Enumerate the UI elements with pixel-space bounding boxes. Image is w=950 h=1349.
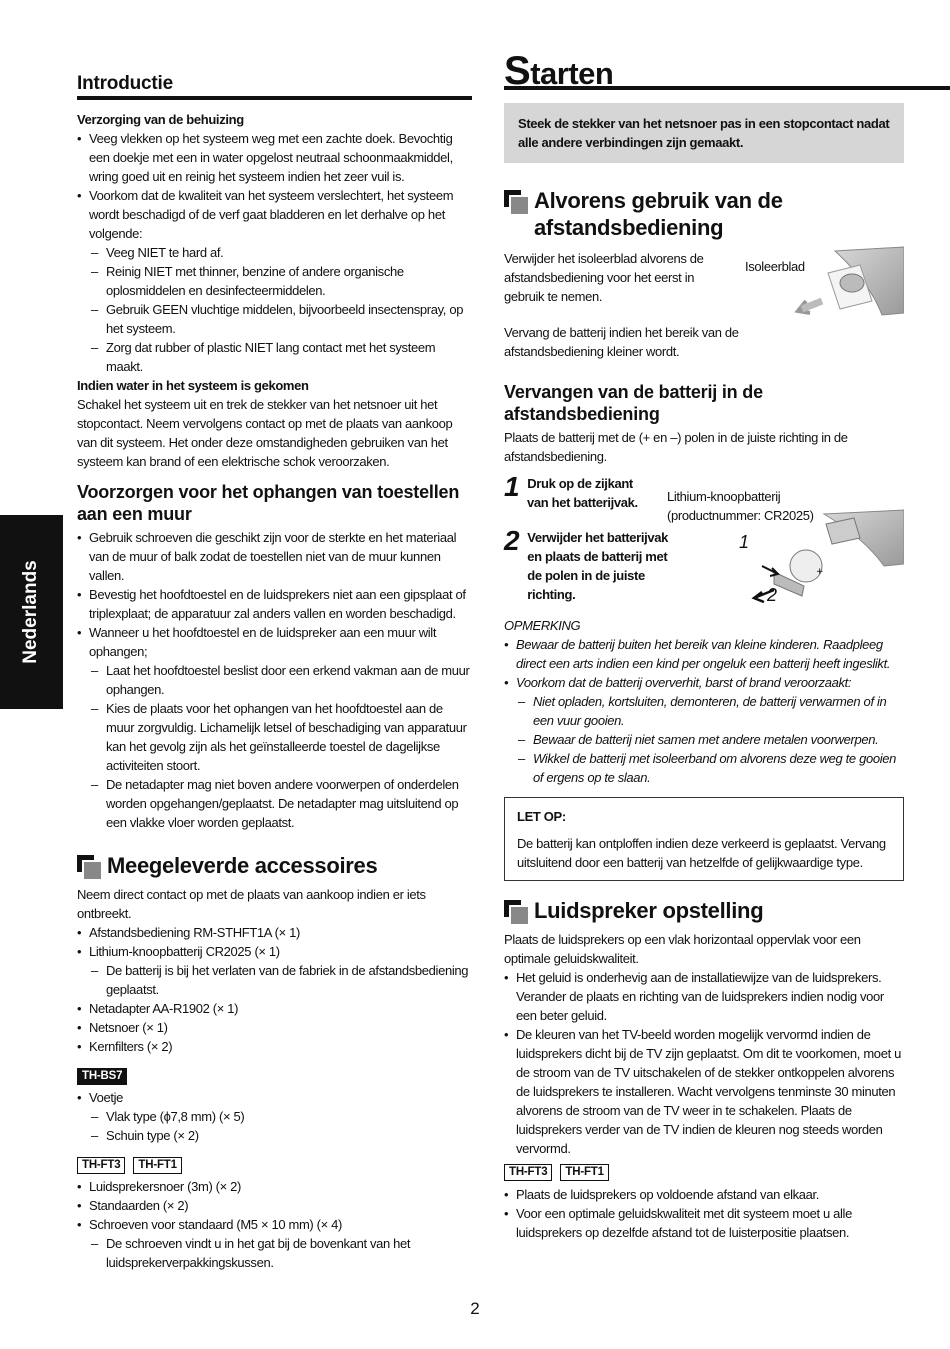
list-item: • Schroeven voor standaard (M5 × 10 mm) (× 4) [77, 1215, 472, 1234]
list-item: – De netadapter mag niet boven andere voorwerpen of onderdelen worden opgehangen/geplaatst. De netadapter mag uitsluitend op een vlakke vloer worden geplaatst. [77, 775, 472, 832]
step-text: Druk op de zijkant [527, 476, 633, 491]
speaker-list [504, 968, 904, 1158]
model-badge: TH-FT3 [504, 1164, 552, 1181]
svg-text:+: + [816, 567, 824, 577]
model-badge: TH-FT1 [560, 1164, 608, 1181]
section-square-icon [504, 900, 526, 922]
list-item: • Voetje [77, 1088, 472, 1107]
page-number: 2 [470, 1299, 480, 1318]
list-item: – Laat het hoofdtoestel beslist door een erkend vakman aan de muur ophangen. [77, 661, 472, 699]
ft-list [77, 1177, 472, 1234]
note-heading: OPMERKING [504, 618, 581, 633]
list-item: • Bevestig het hoofdtoestel en de luidsprekers niet aan een gipsplaat of triplexplaat; de apparatuur zal anders vallen en worden beschadigd. [77, 585, 472, 623]
list-item: • Plaats de luidsprekers op voldoende afstand van elkaar. [504, 1185, 904, 1204]
list-item: – Bewaar de batterij niet samen met andere metalen voorwerpen. [504, 730, 904, 749]
step-text: Verwijder het batterijvak en plaats de batterij met de polen in de juiste richting. [527, 530, 669, 602]
battery-figure [734, 508, 904, 612]
title-initial: S [504, 49, 531, 93]
remote-block [504, 249, 904, 323]
battery-text: Plaats de batterij met de (+ en –) polen in de juiste richting in de afstandsbediening. [504, 430, 848, 464]
remote-title: Alvorens gebruik van de afstandsbediening [534, 188, 783, 240]
list-item: – Zorg dat rubber of plastic NIET lang contact met het systeem maakt. [77, 338, 472, 376]
title-rest: tarten [530, 56, 614, 91]
language-tab [0, 515, 63, 709]
starten-heading [504, 49, 950, 93]
note-list [504, 635, 904, 692]
language-label: Nederlands [20, 560, 41, 664]
list-item: • Lithium-knoopbatterij CR2025 (× 1) [77, 942, 472, 961]
notice-box: Steek de stekker van het netsnoer pas in een stopcontact nadat alle andere verbindingen zijn gemaakt. [504, 103, 904, 163]
care-heading: Verzorging van de behuizing [77, 112, 244, 127]
intro-heading: Introductie [77, 74, 472, 100]
ft-sublist [77, 1234, 472, 1272]
hang-sublist [77, 661, 472, 832]
battery-heading: Vervangen van de batterij in de afstandsbediening [504, 382, 763, 424]
list-item: • Voor een optimale geluidskwaliteit met dit systeem moet u alle luidsprekers op dezelfde afstand tot de luisterpositie plaatsen. [504, 1204, 904, 1242]
list-item: • Afstandsbediening RM-STHFT1A (× 1) [77, 923, 472, 942]
list-item: • De kleuren van het TV-beeld worden mogelijk vervormd indien de luidsprekers dicht bij de TV zijn geplaatst. Om dit te voorkomen, moet u de stroom van de TV uitschakelen of de stekker ontkoppelen alvorens de luidsprekers te installeren. Wacht vervolgens tenminste 30 minuten alvorens de stroom van de TV weer in te schakelen. Plaats de luidsprekers verder van de TV indien de kleuren nog steeds worden vervormd. [504, 1025, 904, 1158]
caution-title: LET OP: [517, 809, 566, 824]
step-1-cont: van het batterijvak. [527, 495, 638, 510]
accessories-list [77, 923, 472, 961]
list-item: – Vlak type (ϕ7,8 mm) (× 5) [77, 1107, 472, 1126]
bs7-sublist [77, 1107, 472, 1145]
list-item: • Voorkom dat de batterij oververhit, barst of brand veroorzaakt: [504, 673, 904, 692]
caution-box [504, 797, 904, 881]
step-number: 2 [504, 525, 520, 556]
remote-heading [504, 187, 904, 241]
model-row-ft [77, 1154, 472, 1174]
water-text: Schakel het systeem uit en trek de stekker van het netsnoer uit het stopcontact. Neem vervolgens contact op met de plaats van aankoop van dit systeem. Het onder deze omstandigheden gebruiken van het systeem kan brand of een elektrische schok veroorzaken. [77, 397, 453, 469]
list-item: • Bewaar de batterij buiten het bereik van kleine kinderen. Raadpleeg direct een arts indien een kind per ongeluk een batterij heeft ingeslikt. [504, 635, 904, 673]
battery-label: Lithium-knoopbatterij (productnummer: CR2025) [667, 489, 814, 523]
model-row-bs7 [77, 1065, 472, 1085]
speaker-text: Plaats de luidsprekers op een vlak horizontaal oppervlak voor een optimale geluidskwaliteit. [504, 932, 861, 966]
caution-text: De batterij kan ontploffen indien deze verkeerd is geplaatst. Vervang uitsluitend door een batterij van hetzelfde of gelijkwaardige type. [517, 836, 886, 870]
list-item: • Kernfilters (× 2) [77, 1037, 472, 1056]
care-sublist [77, 243, 472, 376]
list-item: – Schuin type (× 2) [77, 1126, 472, 1145]
accessories-title: Meegeleverde accessoires [107, 853, 378, 878]
list-item: – Kies de plaats voor het ophangen van het hoofdtoestel aan de muur zorgvuldig. Lichamelijk letsel of beschadiging van apparatuur kan het gevolg zijn als het geïnstalleerde toestel de dagelijkse activiteiten stoort. [77, 699, 472, 775]
list-item: – Wikkel de batterij met isoleerband om alvorens deze weg te gooien of ergens op te slaan. [504, 749, 904, 787]
figure-label-1: 1 [739, 532, 749, 552]
speaker-heading [504, 897, 904, 924]
battery-steps [504, 472, 904, 612]
water-heading: Indien water in het systeem is gekomen [77, 378, 309, 393]
accessories-intro: Neem direct contact op met de plaats van aankoop indien er iets ontbreekt. [77, 887, 426, 921]
accessories-heading [77, 852, 472, 879]
list-item: • Het geluid is onderhevig aan de installatiewijze van de luidsprekers. Verander de plaats en richting van de luidsprekers indien nodig voor een beter geluid. [504, 968, 904, 1025]
list-item-text: Voorkom dat de kwaliteit van het systeem verslechtert, het systeem wordt beschadigd of de verf gaat bladderen en let derhalve op het volgende: [89, 188, 454, 241]
list-item: – De batterij is bij het verlaten van de fabriek in de afstandsbediening geplaatst. [77, 961, 472, 999]
model-badge: TH-FT1 [133, 1157, 181, 1174]
list-item: • Luidsprekersnoer (3m) (× 2) [77, 1177, 472, 1196]
remote-insulation-figure [780, 243, 904, 319]
list-item: • Wanneer u het hoofdtoestel en de luidspreker aan een muur wilt ophangen; [77, 623, 472, 661]
right-column [504, 49, 904, 1242]
figure-label-2: 2 [767, 585, 777, 605]
accessories-list-2 [77, 999, 472, 1056]
left-column [77, 74, 472, 1272]
list-item: • Netsnoer (× 1) [77, 1018, 472, 1037]
model-badge: TH-FT3 [77, 1157, 125, 1174]
list-item: • Standaarden (× 2) [77, 1196, 472, 1215]
hang-heading: Voorzorgen voor het ophangen van toestellen aan een muur [77, 482, 460, 524]
note-sublist [504, 692, 904, 787]
accessories-sublist [77, 961, 472, 999]
model-badge: TH-BS7 [77, 1068, 127, 1085]
list-item: – De schroeven vindt u in het gat bij de bovenkant van het luidsprekerverpakkingskussen. [77, 1234, 472, 1272]
isoleerblad-label: Isoleerblad [745, 259, 805, 274]
remote-text: Verwijder het isoleerblad alvorens de afstandsbediening voor het eerst in gebruik te nemen. [504, 251, 704, 304]
list-item: • Veeg vlekken op het systeem weg met een zachte doek. Bevochtig een doekje met een in water opgelost neutraal schoonmaakmiddel, wring goed uit en reinig het systeem indien het zeer vuil is. [77, 129, 472, 186]
bs7-list [77, 1088, 472, 1107]
model-row-ft-right [504, 1161, 904, 1181]
list-item: – Veeg NIET te hard af. [77, 243, 472, 262]
list-item [77, 186, 472, 243]
care-list [77, 129, 472, 243]
list-item: – Niet opladen, kortsluiten, demonteren, de batterij verwarmen of in een vuur gooien. [504, 692, 904, 730]
list-item: – Reinig NIET met thinner, benzine of andere organische oplosmiddelen en desinfecteermiddelen. [77, 262, 472, 300]
remote-replace-text: Vervang de batterij indien het bereik van de afstandsbediening kleiner wordt. [504, 325, 739, 359]
section-square-icon [504, 190, 526, 212]
speaker-ft-list [504, 1185, 904, 1242]
speaker-title: Luidspreker opstelling [534, 898, 764, 923]
list-item: • Gebruik schroeven die geschikt zijn voor de sterkte en het materiaal van de muur of balk zodat de toestellen niet van de muur kunnen vallen. [77, 528, 472, 585]
section-square-icon [77, 855, 99, 877]
hang-list [77, 528, 472, 661]
list-item: – Gebruik GEEN vluchtige middelen, bijvoorbeeld insectenspray, op het systeem. [77, 300, 472, 338]
step-2 [504, 525, 669, 604]
list-item: • Netadapter AA-R1902 (× 1) [77, 999, 472, 1018]
step-number: 1 [504, 471, 520, 502]
